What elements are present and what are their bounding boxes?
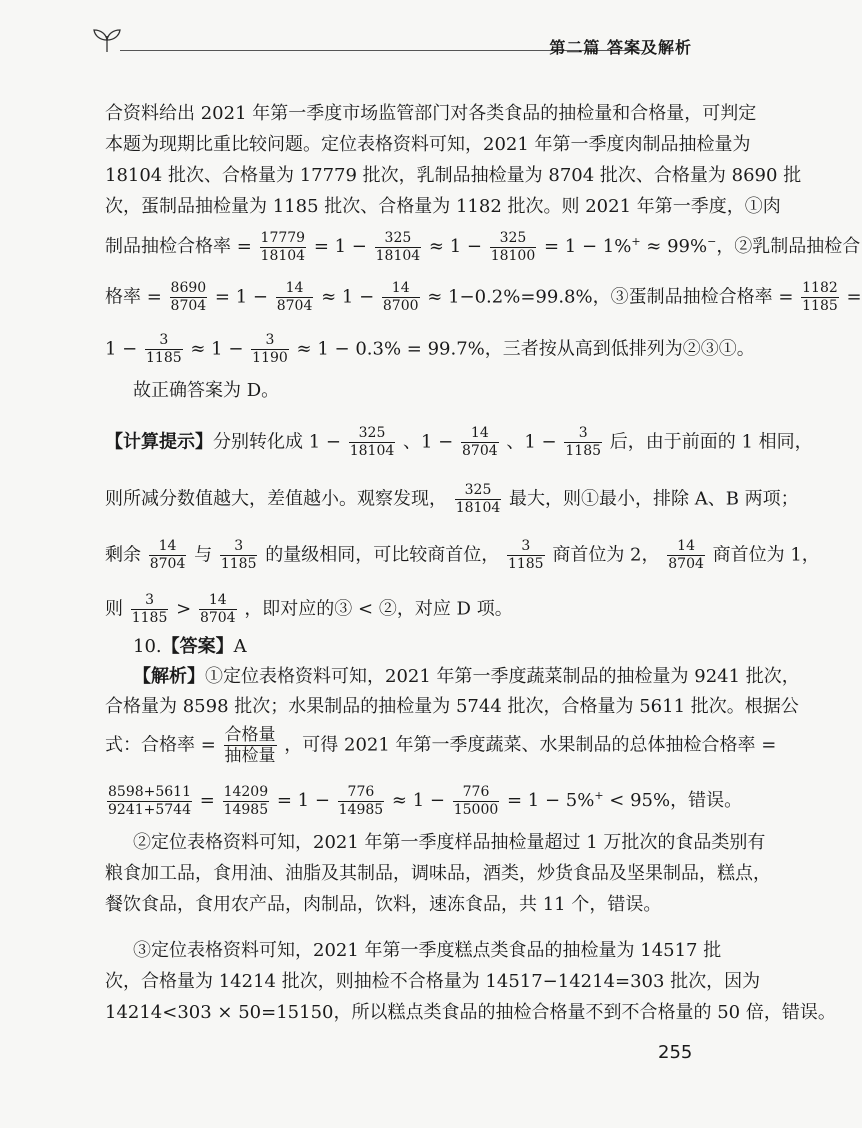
sprout-icon bbox=[90, 28, 124, 54]
eq-text: 最大，则①最小，排除 A、B 两项； bbox=[509, 488, 799, 510]
text-line: ②定位表格资料可知，2021 年第一季度样品抽检量超过 1 万批次的食品类别有 bbox=[133, 832, 766, 853]
text-line: 次，蛋制品抽检量为 1185 批次、合格量为 1182 批次。则 2021 年第一季度，①肉 bbox=[105, 196, 781, 217]
numerator: 3 bbox=[234, 538, 244, 554]
numerator: 325 bbox=[464, 482, 492, 498]
equation-line-2 bbox=[105, 280, 862, 315]
numerator: 14 bbox=[470, 425, 489, 441]
calc-tip-line-4 bbox=[105, 592, 513, 627]
fraction bbox=[453, 784, 500, 819]
denominator: 1185 bbox=[565, 443, 602, 459]
numerator: 3 bbox=[265, 332, 275, 348]
text-line: 次，合格量为 14214 批次，则抽检不合格量为 14517−14214=303 批次，因为 bbox=[105, 971, 761, 992]
fraction bbox=[338, 784, 385, 819]
denominator: 8704 bbox=[199, 610, 236, 626]
denominator: 9241+5744 bbox=[108, 801, 191, 818]
denominator: 1185 bbox=[220, 556, 257, 572]
page-number: 255 bbox=[658, 1042, 693, 1063]
numerator: 3 bbox=[145, 592, 155, 608]
text-line: 合格量为 8598 批次；水果制品的抽检量为 5744 批次，合格量为 5611 批次。根据公 bbox=[105, 696, 799, 717]
conclusion: 故正确答案为 D。 bbox=[133, 380, 280, 401]
eq-text: 商首位为 1， bbox=[712, 544, 820, 566]
eq-text: 剩余 bbox=[105, 544, 141, 566]
denominator: 18104 bbox=[260, 247, 306, 264]
eq-text: ≈ 1−0.2%=99.8%，③蛋制品抽检合格率 = bbox=[427, 286, 794, 308]
numerator: 8598+5611 bbox=[108, 783, 191, 800]
fraction bbox=[131, 592, 169, 627]
text-line: 合资料给出 2021 年第一季度市场监管部门对各类食品的抽检量和合格量，可判定 bbox=[105, 103, 757, 124]
eq-text: 1 − bbox=[105, 338, 138, 360]
eq-text: = 1 − bbox=[214, 286, 268, 308]
eq-text: ，可得 2021 年第一季度蔬菜、水果制品的总体抽检合格率 = bbox=[284, 734, 777, 756]
question-number: 10. bbox=[133, 636, 162, 657]
analysis-label: 【解析】 bbox=[133, 666, 205, 687]
eq-text: ≈ 1 − bbox=[428, 236, 482, 257]
eq-text: 则所减分数值越大，差值越小。观察发现， bbox=[105, 488, 447, 510]
denominator: 8700 bbox=[382, 298, 419, 314]
eq-text: 式：合格率 = bbox=[105, 734, 216, 756]
denominator: 1185 bbox=[146, 350, 182, 366]
numerator: 14209 bbox=[223, 783, 269, 800]
fraction bbox=[149, 538, 187, 573]
analysis-text: ①定位表格资料可知，2021 年第一季度蔬菜制品的抽检量为 9241 批次， bbox=[205, 666, 800, 687]
eq-text: = 1 − 1% bbox=[543, 236, 632, 257]
denominator: 14985 bbox=[223, 801, 269, 818]
denominator: 8704 bbox=[276, 298, 313, 314]
fraction bbox=[220, 538, 258, 573]
denominator: 8704 bbox=[668, 556, 704, 572]
calc-tip-line-1 bbox=[105, 425, 813, 460]
answer-value: A bbox=[233, 636, 247, 657]
numerator: 14 bbox=[391, 280, 410, 296]
fraction bbox=[349, 425, 396, 460]
numerator: 合格量 bbox=[224, 725, 276, 745]
eq-text: < 95%，错误。 bbox=[603, 790, 743, 811]
equation-line-3 bbox=[105, 332, 755, 367]
text-line: 餐饮食品，食用农产品，肉制品，饮料，速冻食品，共 11 个，错误。 bbox=[105, 894, 662, 915]
calc-tip-line-2 bbox=[105, 482, 799, 517]
superscript: + bbox=[594, 789, 604, 802]
fraction bbox=[801, 280, 839, 315]
fraction bbox=[199, 592, 237, 627]
denominator: 1185 bbox=[131, 610, 168, 626]
eq-text: 则 bbox=[105, 598, 123, 620]
text-line: ③定位表格资料可知，2021 年第一季度糕点类食品的抽检量为 14517 批 bbox=[133, 940, 722, 961]
denominator: 8704 bbox=[170, 298, 207, 314]
numerator: 17779 bbox=[260, 229, 306, 246]
superscript: + bbox=[631, 235, 641, 248]
fraction bbox=[564, 425, 602, 460]
fraction bbox=[490, 230, 537, 265]
eq-text: 制品抽检合格率 = bbox=[105, 236, 252, 257]
eq-text: = bbox=[199, 790, 215, 811]
eq-text: ≈ 1 − 0.3% = 99.7%，三者按从高到低排列为②③①。 bbox=[296, 338, 755, 360]
eq-text: = 1 − bbox=[313, 236, 367, 257]
fraction bbox=[375, 230, 422, 265]
numerator: 1182 bbox=[802, 280, 838, 296]
eq-text: = bbox=[846, 286, 862, 308]
eq-text: ≈ 1 − bbox=[321, 286, 375, 308]
analysis-line-1 bbox=[133, 663, 800, 691]
fraction bbox=[223, 784, 270, 819]
denominator: 18104 bbox=[455, 500, 501, 516]
question-10-answer bbox=[133, 633, 247, 661]
section-title: 第二篇 答案及解析 bbox=[549, 38, 692, 57]
analysis-formula-line bbox=[105, 725, 776, 766]
eq-text: 的量级相同，可比较商首位， bbox=[265, 544, 500, 566]
numerator: 8690 bbox=[170, 280, 207, 296]
numerator: 325 bbox=[384, 229, 412, 246]
numerator: 3 bbox=[521, 538, 531, 554]
eq-text: ≈ 1 − bbox=[190, 338, 244, 360]
eq-text: > bbox=[176, 598, 192, 620]
fraction bbox=[382, 280, 420, 315]
fraction bbox=[145, 332, 183, 367]
fraction bbox=[107, 784, 192, 819]
eq-text: = 1 − 5% bbox=[507, 790, 595, 811]
numerator: 14 bbox=[158, 538, 177, 554]
eq-text: 、1 − bbox=[506, 431, 557, 453]
eq-text: ≈ 1 − bbox=[391, 790, 445, 811]
fraction bbox=[455, 482, 502, 517]
denominator: 15000 bbox=[453, 801, 499, 818]
numerator: 776 bbox=[347, 783, 375, 800]
denominator: 抽检量 bbox=[224, 746, 276, 766]
page-header bbox=[0, 0, 800, 70]
eq-text: 分别转化成 1 − bbox=[213, 431, 341, 453]
answer-label: 【答案】 bbox=[161, 636, 234, 657]
fraction bbox=[276, 280, 314, 315]
eq-text: ≈ 99% bbox=[640, 236, 708, 257]
denominator: 8704 bbox=[462, 443, 498, 459]
denominator: 1190 bbox=[252, 350, 288, 366]
text-line: 14214<303 × 50=15150，所以糕点类食品的抽检合格量不到不合格量的 50 倍，错误。 bbox=[105, 1002, 836, 1023]
numerator: 325 bbox=[499, 229, 527, 246]
numerator: 325 bbox=[358, 425, 386, 441]
numerator: 14 bbox=[677, 538, 695, 554]
calc-tip-label: 【计算提示】 bbox=[105, 431, 213, 453]
numerator: 776 bbox=[462, 783, 490, 800]
calc-tip-line-3 bbox=[105, 538, 820, 573]
numerator: 3 bbox=[159, 332, 169, 348]
eq-text: ，②乳制品抽检合 bbox=[716, 236, 861, 257]
text-line: 粮食加工品，食用油、油脂及其制品，调味品，酒类，炒货食品及坚果制品，糕点， bbox=[105, 863, 771, 884]
denominator: 18104 bbox=[349, 443, 395, 459]
analysis-equation-line bbox=[105, 782, 742, 819]
numerator: 14 bbox=[208, 592, 227, 608]
numerator: 14 bbox=[285, 280, 304, 296]
denominator: 1185 bbox=[507, 556, 544, 572]
text-line: 本题为现期比重比较问题。定位表格资料可知，2021 年第一季度肉制品抽检量为 bbox=[105, 134, 751, 155]
fraction bbox=[251, 332, 289, 367]
eq-text: 、1 − bbox=[403, 431, 454, 453]
eq-text: 与 bbox=[194, 544, 213, 566]
fraction bbox=[461, 425, 499, 460]
superscript: − bbox=[707, 235, 717, 248]
fraction bbox=[260, 230, 307, 265]
denominator: 18100 bbox=[490, 247, 536, 264]
denominator: 18104 bbox=[375, 247, 421, 264]
denominator: 14985 bbox=[338, 801, 384, 818]
numerator: 3 bbox=[578, 425, 588, 441]
eq-text: 商首位为 2， bbox=[552, 544, 660, 566]
fraction bbox=[170, 280, 208, 315]
equation-line-1 bbox=[105, 228, 860, 265]
eq-text: 格率 = bbox=[105, 286, 162, 308]
fraction bbox=[224, 725, 277, 766]
denominator: 8704 bbox=[149, 556, 186, 572]
fraction bbox=[507, 538, 545, 573]
denominator: 1185 bbox=[802, 298, 838, 314]
eq-text: 后，由于前面的 1 相同， bbox=[609, 431, 813, 453]
eq-text: ，即对应的③ < ②，对应 D 项。 bbox=[244, 598, 513, 620]
fraction bbox=[667, 538, 705, 573]
text-line: 18104 批次、合格量为 17779 批次，乳制品抽检量为 8704 批次、合格量为 8690 批 bbox=[105, 165, 802, 186]
eq-text: = 1 − bbox=[276, 790, 330, 811]
